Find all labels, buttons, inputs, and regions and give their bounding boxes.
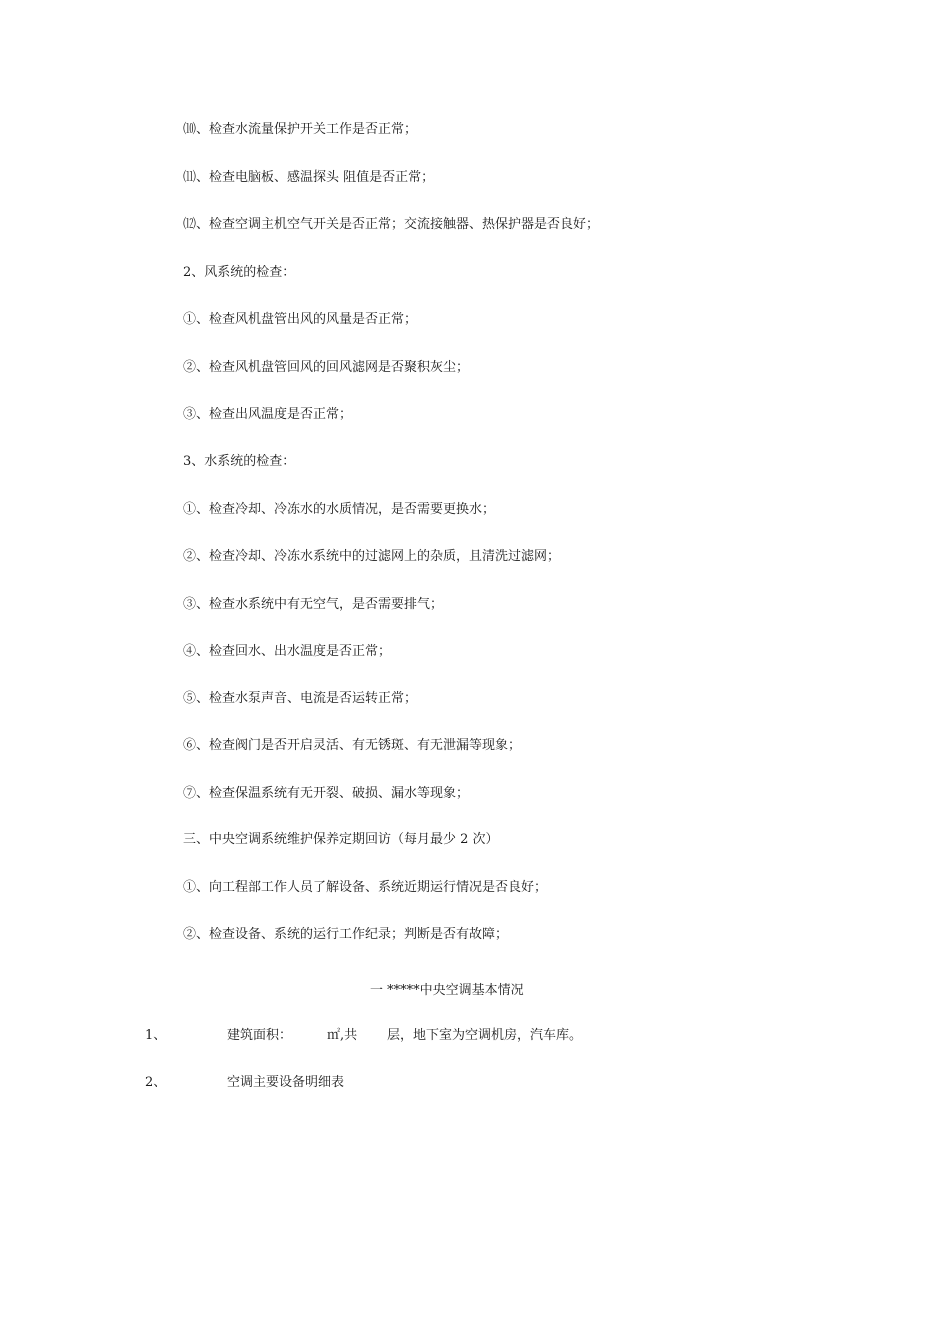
water-check-1: ①、检查冷却、冷冻水的水质情况，是否需要更换水； bbox=[183, 502, 496, 517]
item-1-row bbox=[0, 1027, 950, 1045]
item-2-number: 2、 bbox=[145, 1075, 167, 1090]
air-check-1: ①、检查风机盘管出风的风量是否正常； bbox=[183, 312, 418, 327]
item-1-text: 层，地下室为空调机房，汽车库。 bbox=[387, 1028, 583, 1043]
water-check-2: ②、检查冷却、冷冻水系统中的过滤网上的杂质，且清洗过滤网； bbox=[183, 549, 561, 564]
water-check-7: ⑦、检查保温系统有无开裂、破损、漏水等现象； bbox=[183, 786, 470, 801]
air-check-2: ②、检查风机盘管回风的回风滤网是否聚积灰尘； bbox=[183, 360, 470, 375]
water-system-heading: 3、水系统的检查： bbox=[183, 454, 296, 469]
revisit-heading: 三、中央空调系统维护保养定期回访（每月最少 2 次） bbox=[183, 832, 499, 847]
water-check-4: ④、检查回水、出水温度是否正常； bbox=[183, 644, 392, 659]
check-line-11: ⑾、检查电脑板、感温探头 阻值是否正常； bbox=[183, 170, 435, 185]
item-2-row bbox=[0, 1074, 950, 1092]
revisit-item-2: ②、检查设备、系统的运行工作纪录；判断是否有故障； bbox=[183, 927, 509, 942]
check-line-10: ⑽、检查水流量保护开关工作是否正常； bbox=[183, 122, 418, 137]
item-1-number: 1、 bbox=[145, 1028, 167, 1043]
check-line-12: ⑿、检查空调主机空气开关是否正常；交流接触器、热保护器是否良好； bbox=[183, 217, 600, 232]
revisit-item-1: ①、向工程部工作人员了解设备、系统近期运行情况是否良好； bbox=[183, 880, 548, 895]
water-check-6: ⑥、检查阀门是否开启灵活、有无锈斑、有无泄漏等现象； bbox=[183, 738, 522, 753]
water-check-5: ⑤、检查水泵声音、电流是否运转正常； bbox=[183, 691, 418, 706]
item-2-text: 空调主要设备明细表 bbox=[227, 1075, 345, 1090]
air-system-heading: 2、风系统的检查： bbox=[183, 265, 296, 280]
item-1-unit: ㎡,共 bbox=[327, 1028, 358, 1043]
air-check-3: ③、检查出风温度是否正常； bbox=[183, 407, 353, 422]
section-heading: 一 *****中央空调基本情况 bbox=[370, 983, 524, 998]
water-check-3: ③、检查水系统中有无空气，是否需要排气； bbox=[183, 597, 444, 612]
item-1-label: 建筑面积： bbox=[227, 1028, 293, 1043]
